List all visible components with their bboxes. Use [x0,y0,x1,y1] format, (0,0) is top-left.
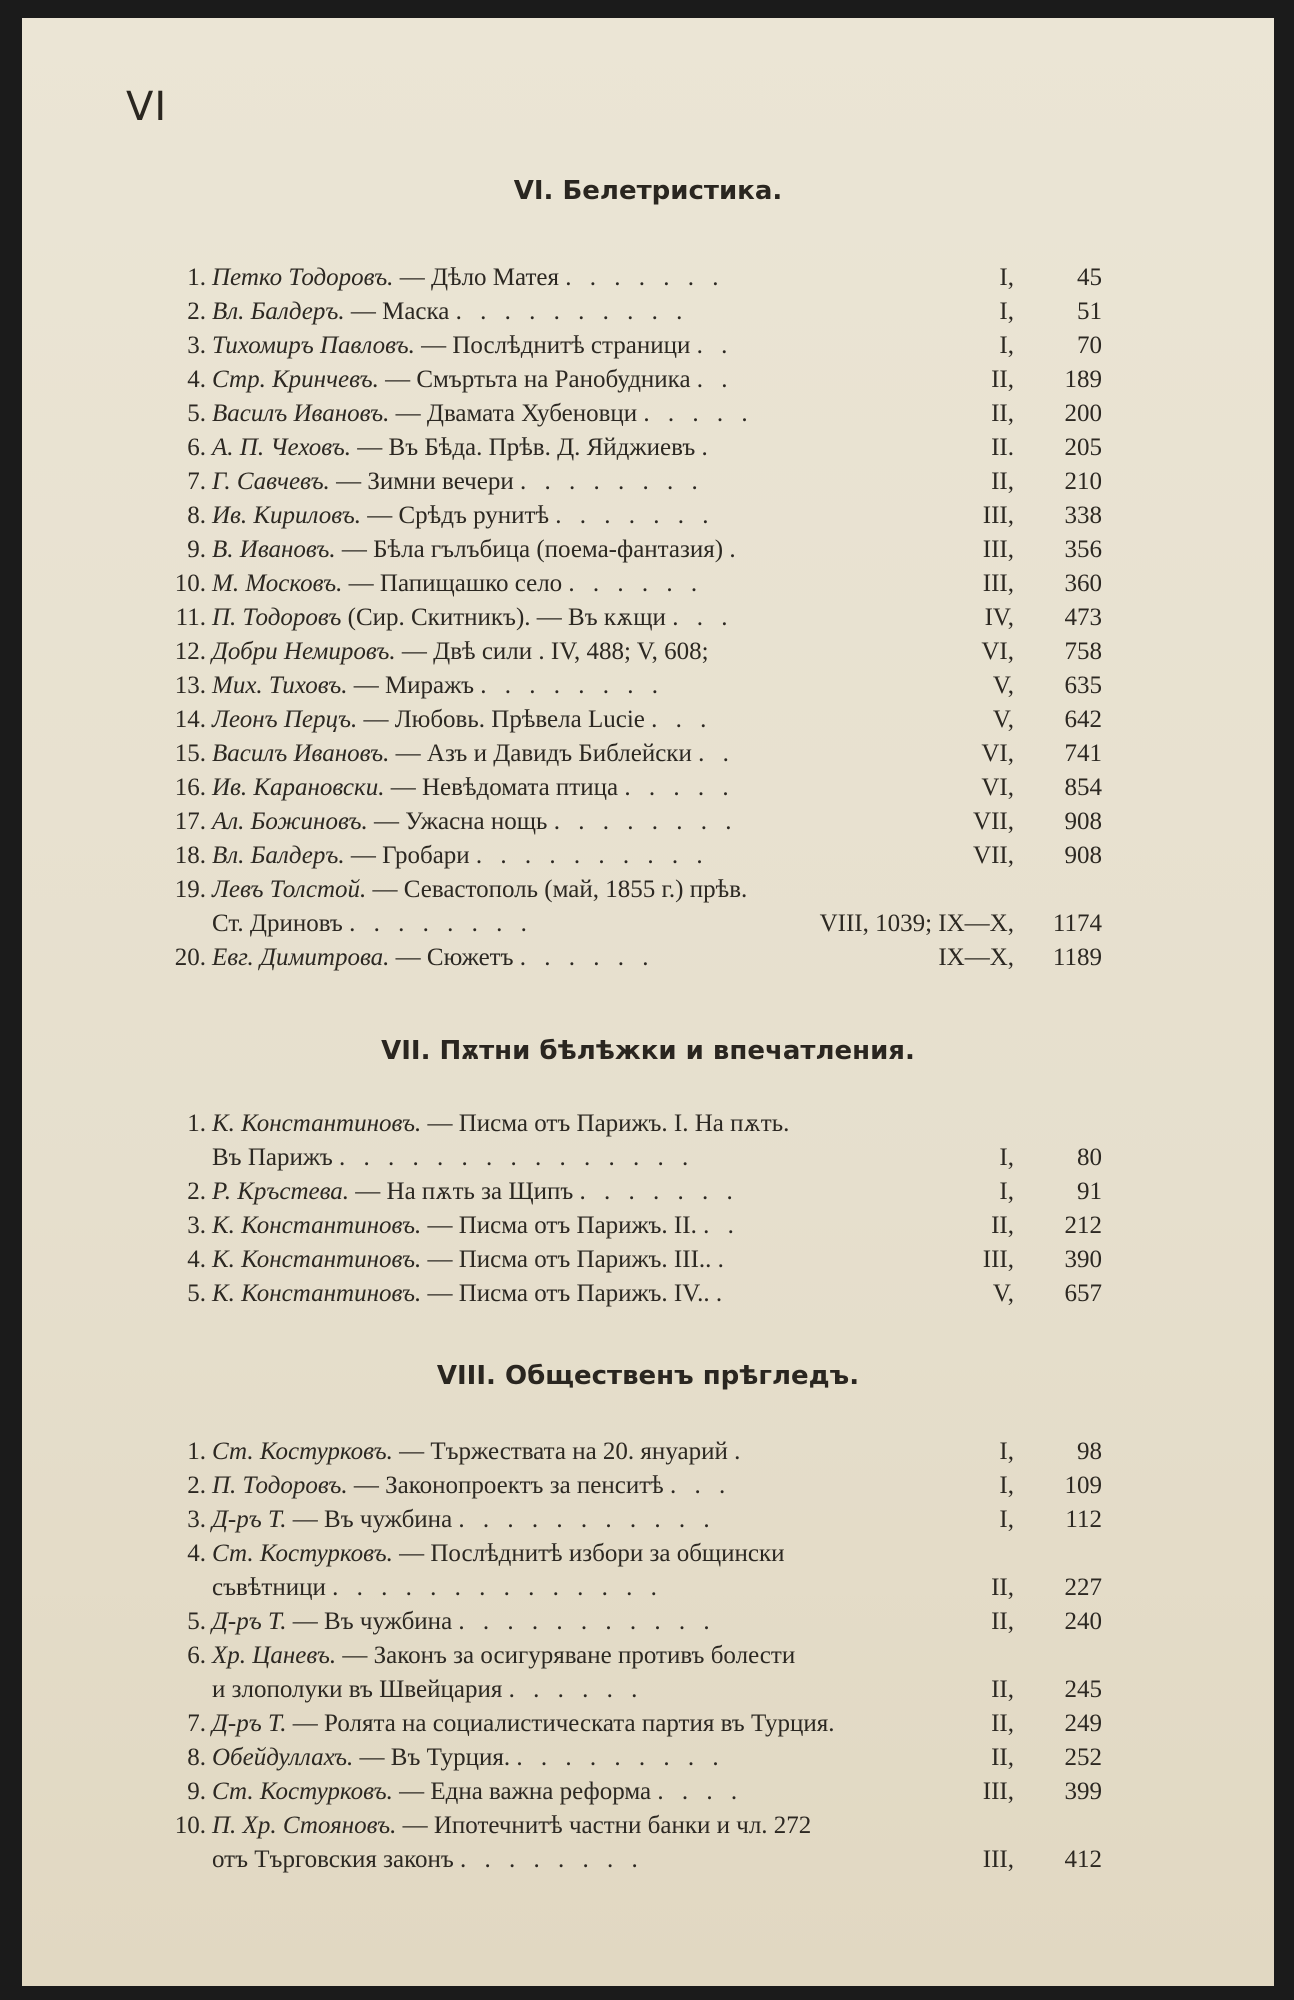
entry-title: — Въ Бѣда. Прѣв. Д. Яйджиевъ [357,434,696,461]
entry-title: — Невѣдомата птица [390,774,619,801]
list-item [22,570,1274,604]
entry-volume: II, [991,1574,1014,1601]
entry-volume: III, [982,536,1014,563]
entry-volume: VI, [981,740,1014,767]
entry-author: Левъ Толстой. [212,876,367,903]
entry-title-continuation [212,910,533,938]
list-item [22,1710,1274,1744]
entry-page-number: 91 [1077,1178,1102,1205]
entry-title: — Папищашко село [348,570,563,597]
entry-author: Ст. Костурковъ. [212,1778,393,1805]
entry-number: 10. [174,1812,206,1839]
entry-number: 6. [187,434,206,461]
entry-title-line [212,1642,795,1670]
entry-title-line [212,1178,739,1206]
entry-title: — Смъртьта на Ранобудника [385,366,691,393]
leader-dots: . . [696,366,734,393]
entry-number: 17. [174,808,206,835]
leader-dots: . . . . . . . [579,1178,739,1205]
leader-dots: . . . . . . . . . . . . . . [332,1574,663,1601]
entry-page-number: 908 [1064,842,1102,869]
entry-title-line [212,536,742,564]
entry-title: — Въ чужбина [292,1506,453,1533]
leader-dots: . . . [651,706,713,733]
entry-author: Василъ Ивановъ. [212,400,390,427]
entry-title: — Една важна реформа [399,1778,652,1805]
entry-number: 2. [187,1472,206,1499]
entry-author: М. Московъ. [212,570,343,597]
entry-author: Леонъ Перцъ. [212,706,358,733]
leader-dots: . . [698,740,735,767]
entry-title-line [212,1438,746,1466]
list-item [22,1280,1274,1314]
entry-number: 8. [187,502,206,529]
leader-dots: . . . . . . [568,570,704,597]
entry-volume: II, [991,366,1014,393]
entry-volume: II, [991,1676,1014,1703]
entry-author: Д-ръ Т. [212,1608,287,1635]
entry-number: 5. [187,1608,206,1635]
entry-title-line [212,366,734,394]
entry-volume: I, [999,1472,1014,1499]
leader-dots: . . . . . . . . [553,808,738,835]
entry-volume: II, [991,400,1014,427]
entry-number: 8. [187,1744,206,1771]
leader-dots: . [729,536,742,563]
entry-title-line [212,1608,716,1636]
entry-page-number: 473 [1064,604,1102,631]
entry-number: 6. [187,1642,206,1669]
entry-title: — Азъ и Давидъ Библейски [395,740,692,767]
entry-number: 3. [187,1212,206,1239]
entry-title-line [212,570,703,598]
list-item [22,1540,1274,1608]
entry-number: 9. [187,536,206,563]
entry-number: 5. [187,1280,206,1307]
list-item [22,604,1274,638]
entry-number: 16. [174,774,206,801]
entry-title-line [212,1280,728,1308]
entry-title-continuation [212,1574,663,1602]
entry-page-number: 399 [1064,1778,1102,1805]
entry-number: 7. [187,1710,206,1737]
entry-title-line [212,298,688,326]
list-item [22,1778,1274,1812]
entry-volume: IV, [984,604,1014,631]
leader-dots: . . . . . . . . [460,1846,644,1873]
entry-page-number: 109 [1064,1472,1102,1499]
entry-title-continuation [212,1676,643,1704]
list-item [22,672,1274,706]
entry-volume: VIII, 1039; IX—X, [819,910,1014,937]
entry-page-number: 356 [1064,536,1102,563]
entry-volume: I, [999,1438,1014,1465]
leader-dots: . . . . . . . . . . . . . . . [339,1144,695,1171]
list-item [22,1110,1274,1178]
entry-page-number: 112 [1065,1506,1102,1533]
entry-number: 3. [187,332,206,359]
entry-title-line [212,468,704,496]
entry-volume: I, [999,298,1014,325]
entry-number: 13. [174,672,206,699]
leader-dots: . . . . . [624,774,735,801]
entry-title: — Ипотечнитѣ частни банки и чл. 272 [402,1812,812,1839]
list-item [22,366,1274,400]
list-item [22,1246,1274,1280]
entry-number: 1. [187,1438,206,1465]
entry-page-number: 45 [1077,264,1102,291]
entry-title-line [212,1246,730,1274]
entry-author: Ст. Костурковъ. [212,1438,393,1465]
entry-volume: III, [982,1246,1014,1273]
leader-dots: . . . . . . . . . . [455,298,689,325]
entry-title: — Ролята на социалистическата партия въ Турция. [292,1710,835,1737]
entry-page-number: 338 [1064,502,1102,529]
entry-volume: III, [982,502,1014,529]
entry-number: 18. [174,842,206,869]
entry-title: — Миражъ [353,672,475,699]
entry-page-number: 412 [1064,1846,1102,1873]
entry-title: — Сюжетъ [395,944,514,971]
list-item [22,1178,1274,1212]
entry-volume: III, [982,1846,1014,1873]
entry-page-number: 1189 [1052,944,1102,971]
entry-page-number: 252 [1064,1744,1102,1771]
entry-volume: I, [999,1178,1014,1205]
entry-page-number: 642 [1064,706,1102,733]
entry-author: Ив. Кириловъ. [212,502,361,529]
entry-volume: III, [982,1778,1014,1805]
section-heading: VIII. Общественъ прѣгледъ. [436,1361,860,1391]
leader-dots: . . . . . . . [555,502,715,529]
entry-title: — Гробари [350,842,470,869]
entry-page-number: 240 [1064,1608,1102,1635]
leader-dots: . . . . . . . [565,264,725,291]
list-item [22,298,1274,332]
list-item [22,332,1274,366]
entry-list [22,1438,1274,1880]
list-item [22,740,1274,774]
entry-title-line [212,1506,716,1534]
entry-title: — Писма отъ Парижъ. II. [427,1212,697,1239]
entry-title: — Дѣло Матея [399,264,559,291]
entry-title: — Маска [350,298,450,325]
leader-dots: . . . . [657,1778,744,1805]
list-item [22,1506,1274,1540]
entry-author: Р. Кръстева. [212,1178,350,1205]
leader-dots: . . . . . . . . . [516,1744,725,1771]
entry-volume: V, [992,1280,1014,1307]
entry-volume: I, [999,332,1014,359]
entry-volume: V, [992,672,1014,699]
entry-title: — Законъ за осигуряване противъ болести [342,1642,796,1669]
list-item [22,1744,1274,1778]
entry-title: — На пѫть за Щипъ [355,1178,574,1205]
entry-title: — Законопроектъ за пенситѣ [353,1472,664,1499]
entry-title-continuation [212,1846,644,1874]
entry-author: П. Хр. Стояновъ. [212,1812,397,1839]
entry-author: Хр. Цаневъ. [212,1642,337,1669]
list-item [22,434,1274,468]
list-item [22,1472,1274,1506]
entry-page-number: 70 [1077,332,1102,359]
list-item [22,1608,1274,1642]
entry-number: 20. [174,944,206,971]
entry-page-number: 1174 [1052,910,1102,937]
entry-author: В. Ивановъ. [212,536,336,563]
list-item [22,774,1274,808]
entry-title: — Севастополь (май, 1855 г.) прѣв. [372,876,748,903]
entry-page-number: 189 [1064,366,1102,393]
entry-author: Петко Тодоровъ. [212,264,394,291]
list-item [22,1212,1274,1246]
entry-number: 9. [187,1778,206,1805]
entry-number: 14. [174,706,206,733]
list-item [22,536,1274,570]
list-item [22,842,1274,876]
list-item [22,706,1274,740]
leader-dots: . . . . . . . . . . [475,842,709,869]
entry-volume: VI, [981,774,1014,801]
entry-title-line [212,672,664,700]
entry-author: Добри Немировъ. [212,638,396,665]
leader-dots: . . . . . . [508,1676,644,1703]
entry-author: Ив. Карановски. [212,774,385,801]
entry-title-line [212,434,714,462]
entry-volume: V, [992,706,1014,733]
entry-volume: II, [991,468,1014,495]
entry-title: — Срѣдъ рунитѣ [367,502,550,529]
entry-number: 4. [187,1246,206,1273]
entry-title: — Въ чужбина [292,1608,453,1635]
entry-author: П. Тодоровъ. [212,1472,348,1499]
entry-volume: II. [991,434,1014,461]
leader-dots: . . . [672,604,734,631]
leader-dots: . . . . . . [519,944,655,971]
entry-page-number: 98 [1077,1438,1102,1465]
list-item [22,638,1274,672]
list-item [22,502,1274,536]
entry-title-line [212,1472,731,1500]
entry-title-line [212,502,715,530]
entry-number: 3. [187,1506,206,1533]
book-page [22,18,1274,1986]
entry-title-line [212,842,709,870]
list-item [22,1438,1274,1472]
entry-author: Ал. Божиновъ. [212,808,368,835]
entry-title-line [212,1710,834,1738]
entry-title-line [212,1110,789,1138]
page-folio: VI [126,84,168,130]
entry-number: 4. [187,366,206,393]
leader-dots: . [734,1438,747,1465]
entry-author: Д-ръ Т. [212,1506,287,1533]
entry-number: 10. [174,570,206,597]
leader-dots: . . . . . [643,400,754,427]
entry-volume: IX—X, [938,944,1014,971]
entry-page-number: 227 [1064,1574,1102,1601]
entry-volume: II, [991,1608,1014,1635]
entry-title-line [212,1212,740,1240]
entry-page-number: 758 [1064,638,1102,665]
entry-author: А. П. Чеховъ. [212,434,352,461]
entry-page-number: 741 [1064,740,1102,767]
list-item [22,944,1274,978]
entry-number: 2. [187,298,206,325]
entry-number: 7. [187,468,206,495]
entry-title: — Тържествата на 20. януарий [399,1438,728,1465]
entry-title-line [212,774,735,802]
entry-title-line [212,1812,811,1840]
list-item [22,400,1274,434]
entry-list [22,1110,1274,1314]
leader-dots: . . [696,332,734,359]
entry-volume: VI, [981,638,1014,665]
entry-author: Евг. Димитрова. [212,944,390,971]
entry-author: Ст. Костурковъ. [212,1540,393,1567]
section-heading: VII. Пѫтни бѣлѣжки и впечатления. [381,1036,915,1066]
entry-title-line2: Въ Парижъ [212,1144,333,1171]
entry-title: — Бѣла гълъбица (поема-фантазия) [341,536,724,563]
leader-dots: . . . [670,1472,732,1499]
leader-dots: . [701,434,714,461]
entry-volume: VII, [973,842,1014,869]
entry-number: 2. [187,1178,206,1205]
entry-author: Стр. Кринчевъ. [212,366,379,393]
entry-number: 12. [174,638,206,665]
entry-author: Г. Савчевъ. [212,468,330,495]
leader-dots: . . . . . . . . [519,468,704,495]
entry-number: 1. [187,264,206,291]
leader-dots: . . [703,1212,740,1239]
entry-title-line [212,944,655,972]
list-item [22,468,1274,502]
entry-number: 1. [187,1110,206,1137]
entry-number: 19. [174,876,206,903]
entry-title: — Послѣднитѣ избори за общински [399,1540,785,1567]
entry-list [22,264,1274,978]
entry-page-number: 390 [1064,1246,1102,1273]
entry-title-continuation [212,1144,694,1172]
entry-title-line [212,264,725,292]
entry-author: К. Константиновъ. [212,1110,422,1137]
entry-title-line [212,400,754,428]
entry-number: 5. [187,400,206,427]
leader-dots: . . . . . . . . [480,672,665,699]
entry-title: — Зимни вечери [336,468,514,495]
entry-title: — Писма отъ Парижъ. IV.. [427,1280,710,1307]
list-item [22,264,1274,298]
list-item [22,808,1274,842]
leader-dots: . . . . . . . . [349,910,533,937]
entry-author: Вл. Балдеръ. [212,298,345,325]
entry-title: (Сир. Скитникъ). — Въ кѫщи [347,604,666,631]
entry-title-line2: и злополуки въ Швейцария [212,1676,503,1703]
leader-dots: . [715,1280,729,1307]
entry-volume: I, [999,264,1014,291]
entry-title-line [212,1744,725,1772]
entry-title: — Писма отъ Парижъ. I. На пѫть. [427,1110,790,1137]
entry-author: П. Тодоровъ [212,604,342,631]
entry-page-number: 200 [1064,400,1102,427]
entry-title-line [212,706,712,734]
entry-author: Василъ Ивановъ. [212,740,390,767]
list-item [22,876,1274,944]
entry-volume: II, [991,1744,1014,1771]
entry-title: — Послѣднитѣ страници [421,332,691,359]
entry-volume: I, [999,1144,1014,1171]
entry-number: 15. [174,740,206,767]
entry-page-number: 80 [1077,1144,1102,1171]
entry-author: Вл. Балдеръ. [212,842,345,869]
entry-page-number: 635 [1064,672,1102,699]
entry-author: Тихомиръ Павловъ. [212,332,415,359]
entry-title: — Любовь. Прѣвела Lucie [363,706,645,733]
entry-title: — Въ Турция. [359,1744,511,1771]
section-heading: VI. Белетристика. [513,176,783,206]
leader-dots: . . . . . . . . . . . [458,1608,716,1635]
entry-number: 11. [175,604,206,631]
entry-number: 4. [187,1540,206,1567]
list-item [22,1642,1274,1710]
entry-page-number: 657 [1064,1280,1102,1307]
entry-title-line [212,1540,785,1568]
entry-title: — Двѣ сили . IV, 488; V, 608; [401,638,709,665]
entry-page-number: 205 [1064,434,1102,461]
entry-volume: I, [999,1506,1014,1533]
entry-title: — Писма отъ Парижъ. III.. [427,1246,712,1273]
entry-page-number: 212 [1064,1212,1102,1239]
entry-title: — Двамата Хубеновци [395,400,638,427]
entry-title-line [212,876,747,904]
entry-title-line [212,1778,743,1806]
entry-author: К. Константиновъ. [212,1246,422,1273]
entry-page-number: 854 [1064,774,1102,801]
entry-page-number: 360 [1064,570,1102,597]
entry-title-line [212,604,733,632]
entry-volume: II, [991,1710,1014,1737]
entry-title: — Ужасна нощь [373,808,548,835]
entry-volume: III, [982,570,1014,597]
entry-title-line2: съвѣтници [212,1574,326,1601]
leader-dots: . [717,1246,730,1273]
entry-title-line2: отъ Търговския законъ [212,1846,454,1873]
entry-author: Д-ръ Т. [212,1710,287,1737]
list-item [22,1812,1274,1880]
entry-title-line [212,808,737,836]
entry-author: К. Константиновъ. [212,1280,422,1307]
entry-title-line [212,638,709,666]
entry-page-number: 249 [1064,1710,1102,1737]
leader-dots: . . . . . . . . . . . [458,1506,716,1533]
entry-title-line [212,332,733,360]
entry-page-number: 245 [1064,1676,1102,1703]
entry-page-number: 210 [1064,468,1102,495]
entry-author: Обейдуллахъ. [212,1744,354,1771]
entry-volume: II, [991,1212,1014,1239]
entry-author: К. Константиновъ. [212,1212,422,1239]
entry-title-line2: Ст. Дриновъ [212,910,343,937]
entry-volume: VII, [973,808,1014,835]
entry-page-number: 51 [1077,298,1102,325]
entry-author: Мих. Тиховъ. [212,672,348,699]
entry-page-number: 908 [1064,808,1102,835]
entry-title-line [212,740,735,768]
